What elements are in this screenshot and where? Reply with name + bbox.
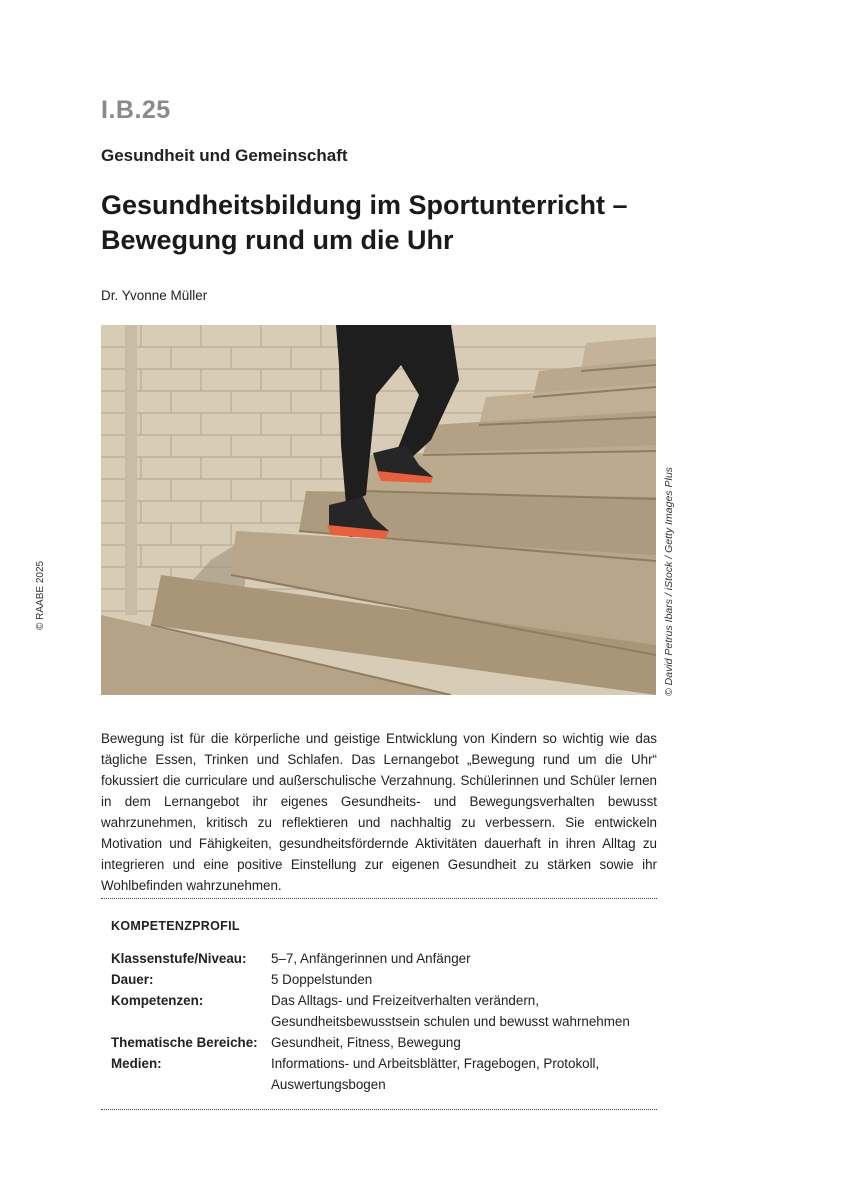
author: Dr. Yvonne Müller <box>101 288 208 303</box>
stairs-photo <box>101 325 656 695</box>
table-row <box>111 969 651 990</box>
category-heading: Gesundheit und Gemeinschaft <box>101 146 348 165</box>
row-value: Das Alltags- und Freizeitverhalten verändern, Gesundheitsbewusstsein schulen und bewusst wahrnehmen <box>271 993 630 1029</box>
intro-paragraph: Bewegung ist für die körperliche und geistige Entwicklung von Kindern so wichtig wie das tägliche Essen, Trinken und Schlafen. Das Lernangebot „Bewegung rund um die Uhr“ fokussiert die curriculare und außerschulische Verzahnung. Schülerinnen und Schüler lernen in dem Lernangebot ihr eigenes Gesundheits- und Bewegungsverhalten bewusst wahrzunehmen, kritisch zu reflektieren und nachhaltig zu verbessern. Sie entwickeln Motivation und Fähigkeiten, gesundheitsfördernde Aktivitäten dauerhaft in ihren Alltag zu integrieren und eine positive Einstellung zur eigenen Gesundheit zu stärken sowie ihr Wohlbefinden wahrzunehmen. <box>101 731 657 893</box>
photo-credit: © David Petrus Ibars / iStock / Getty Images Plus <box>663 467 675 696</box>
table-row <box>111 990 651 1032</box>
kompetenzprofil-table <box>111 948 651 1095</box>
row-label: Kompetenzen: <box>111 993 204 1008</box>
table-row <box>111 948 651 969</box>
row-value: 5 Doppelstunden <box>271 972 373 987</box>
divider-top <box>101 898 657 899</box>
row-label: Thematische Bereiche: <box>111 1035 258 1050</box>
table-row <box>111 1032 651 1053</box>
page-title <box>101 188 701 258</box>
side-copyright: © RAABE 2025 <box>35 560 46 630</box>
document-code: I.B.25 <box>101 96 171 124</box>
kompetenzprofil-heading: KOMPETENZPROFIL <box>111 919 240 933</box>
row-value: 5–7, Anfängerinnen und Anfänger <box>271 951 471 966</box>
title-line-2: Bewegung rund um die Uhr <box>101 225 454 255</box>
row-label: Klassenstufe/Niveau: <box>111 951 247 966</box>
row-value: Informations- und Arbeitsblätter, Fragebogen, Protokoll, Auswertungsbogen <box>271 1056 600 1092</box>
table-row <box>111 1053 651 1095</box>
title-line-1: Gesundheitsbildung im Sportunterricht – <box>101 190 628 220</box>
row-label: Dauer: <box>111 972 154 987</box>
row-value: Gesundheit, Fitness, Bewegung <box>271 1035 461 1050</box>
row-label: Medien: <box>111 1056 162 1071</box>
divider-bottom <box>101 1109 657 1110</box>
